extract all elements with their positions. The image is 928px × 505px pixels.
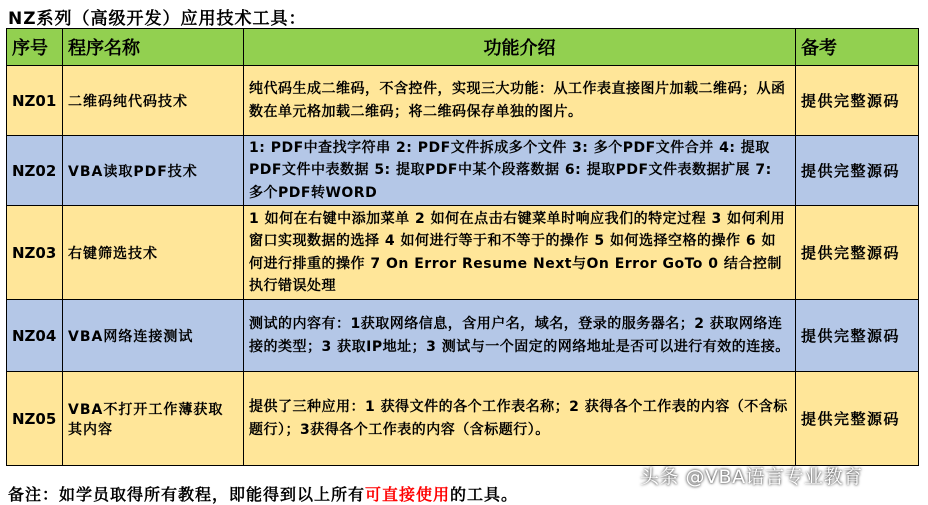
table-row bbox=[7, 372, 919, 466]
row-description: 提供了三种应用：1 获得文件的各个工作表名称；2 获得各个工作表的内容（不含标题行）；3获得各个工作表的内容（含标题行）。 bbox=[244, 372, 796, 466]
row-id: NZ01 bbox=[7, 66, 63, 136]
header-note: 备考 bbox=[796, 29, 919, 66]
tools-table bbox=[6, 28, 919, 466]
footer-highlight: 可直接使用 bbox=[365, 485, 451, 504]
row-name: 二维码纯代码技术 bbox=[63, 66, 244, 136]
row-id: NZ03 bbox=[7, 206, 63, 300]
header-index: 序号 bbox=[7, 29, 63, 66]
row-name: 右键筛选技术 bbox=[63, 206, 244, 300]
row-id: NZ02 bbox=[7, 136, 63, 206]
row-description: 纯代码生成二维码，不含控件，实现三大功能：从工作表直接图片加载二维码；从函数在单元格加载二维码；将二维码保存单独的图片。 bbox=[244, 66, 796, 136]
row-note: 提供完整源码 bbox=[796, 206, 919, 300]
table-row bbox=[7, 136, 919, 206]
row-note: 提供完整源码 bbox=[796, 66, 919, 136]
table-row bbox=[7, 66, 919, 136]
row-note: 提供完整源码 bbox=[796, 300, 919, 372]
row-description: 测试的内容有：1获取网络信息，含用户名，域名，登录的服务器名；2 获取网络连接的类型；3 获取IP地址；3 测试与一个固定的网络地址是否可以进行有效的连接。 bbox=[244, 300, 796, 372]
row-id: NZ04 bbox=[7, 300, 63, 372]
row-id: NZ05 bbox=[7, 372, 63, 466]
footer-suffix: 的工具。 bbox=[450, 485, 519, 504]
row-description: 1: PDF中查找字符串 2: PDF文件拆成多个文件 3: 多个PDF文件合并 4: 提取PDF文件中表数据 5: 提取PDF中某个段落数据 6: 提取PDF文件表数据扩展 7: 多个PDF转WORD bbox=[244, 136, 796, 206]
row-note: 提供完整源码 bbox=[796, 136, 919, 206]
row-name: VBA网络连接测试 bbox=[63, 300, 244, 372]
header-description: 功能介绍 bbox=[244, 29, 796, 66]
footer-note bbox=[8, 482, 518, 505]
row-name: VBA读取PDF技术 bbox=[63, 136, 244, 206]
watermark: 头条 @VBA语言专业教育 bbox=[640, 466, 863, 488]
row-name: VBA不打开工作薄获取其内容 bbox=[63, 372, 244, 466]
footer-prefix: 备注：如学员取得所有教程，即能得到以上所有 bbox=[8, 485, 366, 504]
table-row bbox=[7, 206, 919, 300]
page-title: NZ系列（高级开发）应用技术工具： bbox=[8, 9, 307, 29]
header-program-name: 程序名称 bbox=[63, 29, 244, 66]
table-row bbox=[7, 300, 919, 372]
row-description: 1 如何在右键中添加菜单 2 如何在点击右键菜单时响应我们的特定过程 3 如何利用窗口实现数据的选择 4 如何进行等于和不等于的操作 5 如何选择空格的操作 6 如何进行排重的操作 7 On Error Resume Next与On Error GoTo 0 结合控制执行错误处理 bbox=[244, 206, 796, 300]
row-note: 提供完整源码 bbox=[796, 372, 919, 466]
table-header-row bbox=[7, 29, 919, 66]
